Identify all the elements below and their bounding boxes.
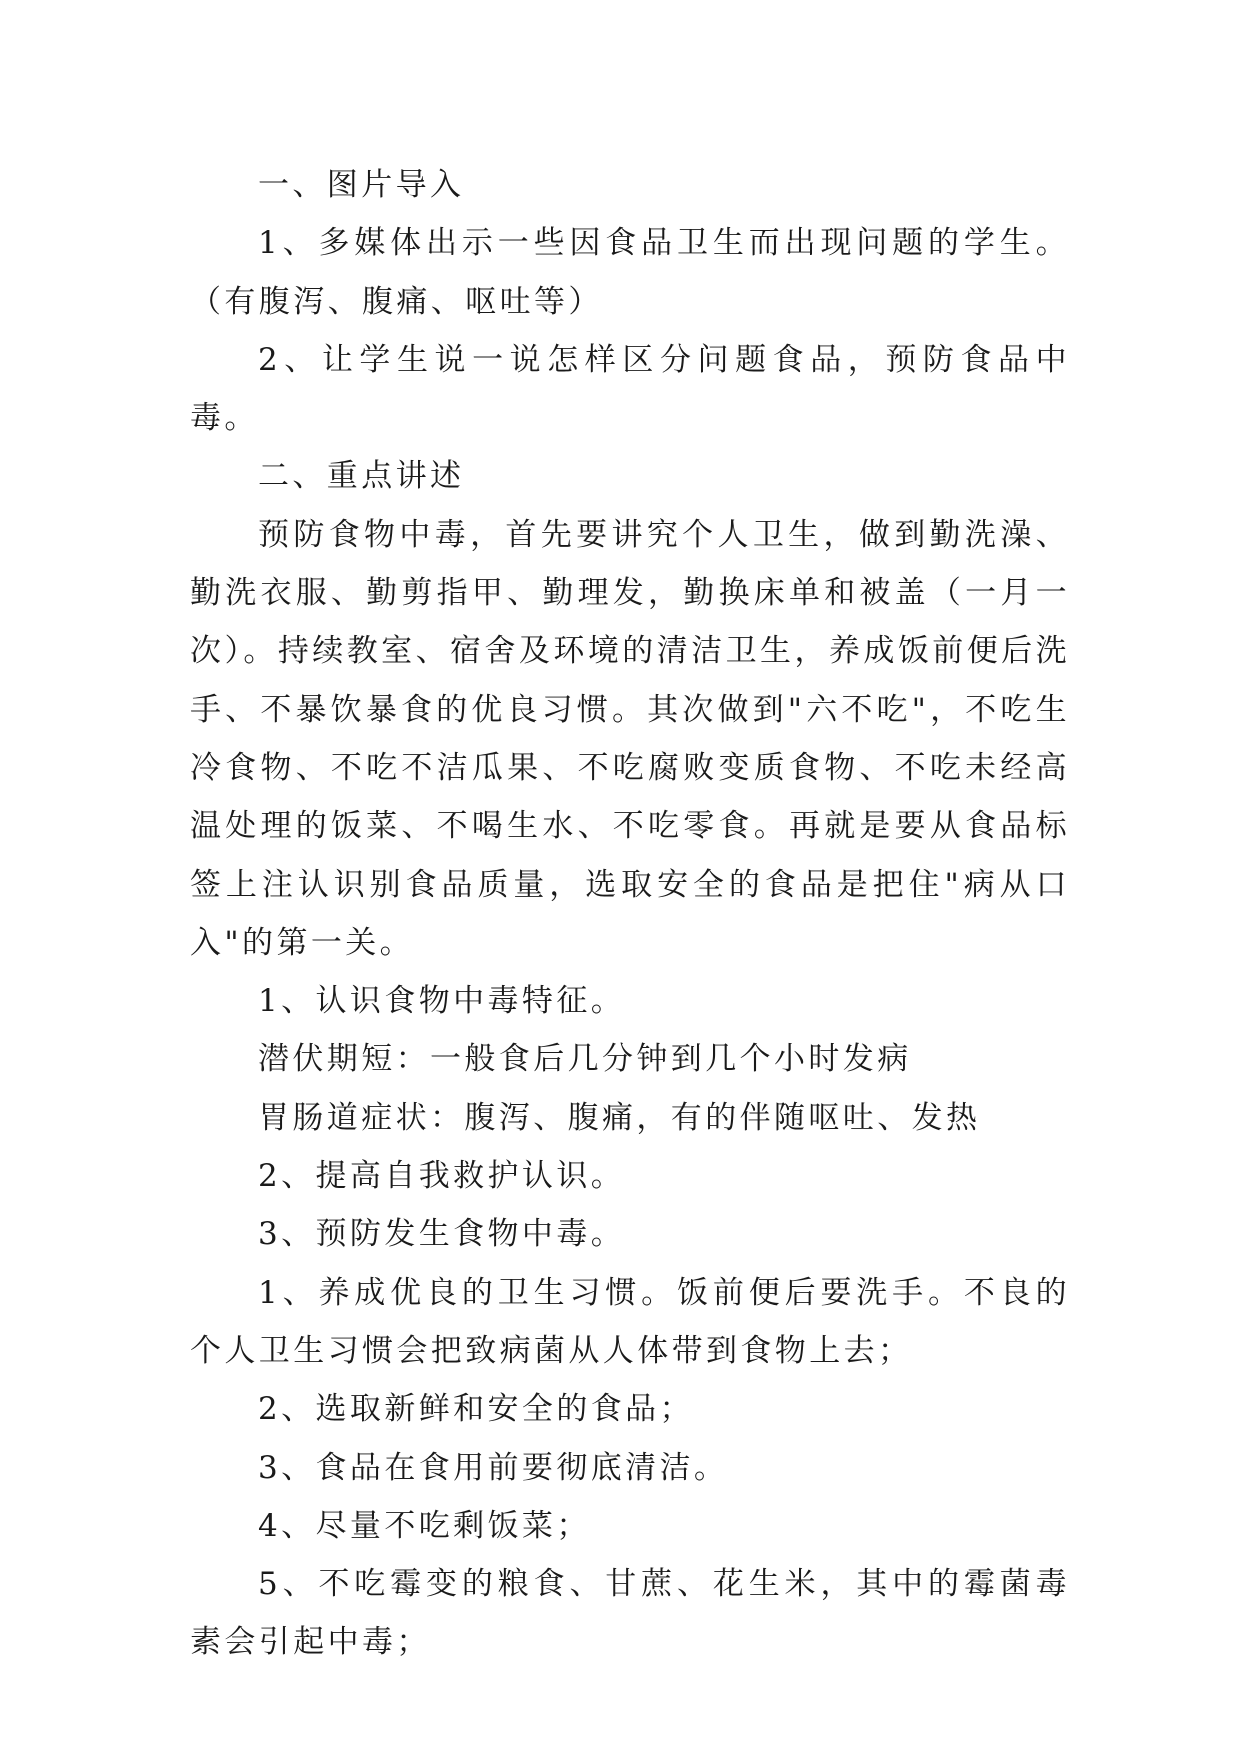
paragraph-item: 3、食品在食用前要彻底清洁。 xyxy=(258,1449,729,1486)
section-heading-picture-intro: 一、图片导入 xyxy=(258,167,465,203)
paragraph-item: 胃肠道症状：腹泻、腹痛，有的伴随呕吐、发热 xyxy=(258,1099,981,1136)
paragraph-item: 4、尽量不吃剩饭菜； xyxy=(258,1507,591,1544)
document-body xyxy=(190,156,1070,1672)
paragraph-item: 1、养成优良的卫生习惯。饭前便后要洗手。不良的个人卫生习惯会把致病菌从人体带到食物上去； xyxy=(190,1274,1070,1369)
paragraph-item: 3、预防发生食物中毒。 xyxy=(258,1216,626,1253)
paragraph-item: 5、不吃霉变的粮食、甘蔗、花生米，其中的霉菌毒素会引起中毒； xyxy=(190,1566,1070,1661)
paragraph-item: 1、多媒体出示一些因食品卫生而出现问题的学生。（有腹泻、腹痛、呕吐等） xyxy=(190,225,1070,320)
paragraph-item: 潜伏期短：一般食后几分钟到几个小时发病 xyxy=(258,1041,912,1078)
paragraph-item: 1、认识食物中毒特征。 xyxy=(258,983,626,1020)
paragraph-item: 2、让学生说一说怎样区分问题食品，预防食品中毒。 xyxy=(190,341,1070,437)
paragraph-item: 2、选取新鲜和安全的食品； xyxy=(258,1391,694,1428)
section-heading-key-points: 二、重点讲述 xyxy=(258,458,465,495)
paragraph-body: 预防食物中毒，首先要讲究个人卫生，做到勤洗澡、勤洗衣服、勤剪指甲、勤理发，勤换床单和被盖（一月一次）。持续教室、宿舍及环境的清洁卫生，养成饭前便后洗手、不暴饮暴食的优良习惯。其次做到"六不吃"，不吃生冷食物、不吃不洁瓜果、不吃腐败变质食物、不吃未经高温处理的饭菜、不喝生水、不吃零食。再就是要从食品标签上注认识别食品质量，选取安全的食品是把住"病从口入"的第一关。 xyxy=(190,516,1070,961)
paragraph-item: 2、提高自我救护认识。 xyxy=(258,1158,626,1195)
